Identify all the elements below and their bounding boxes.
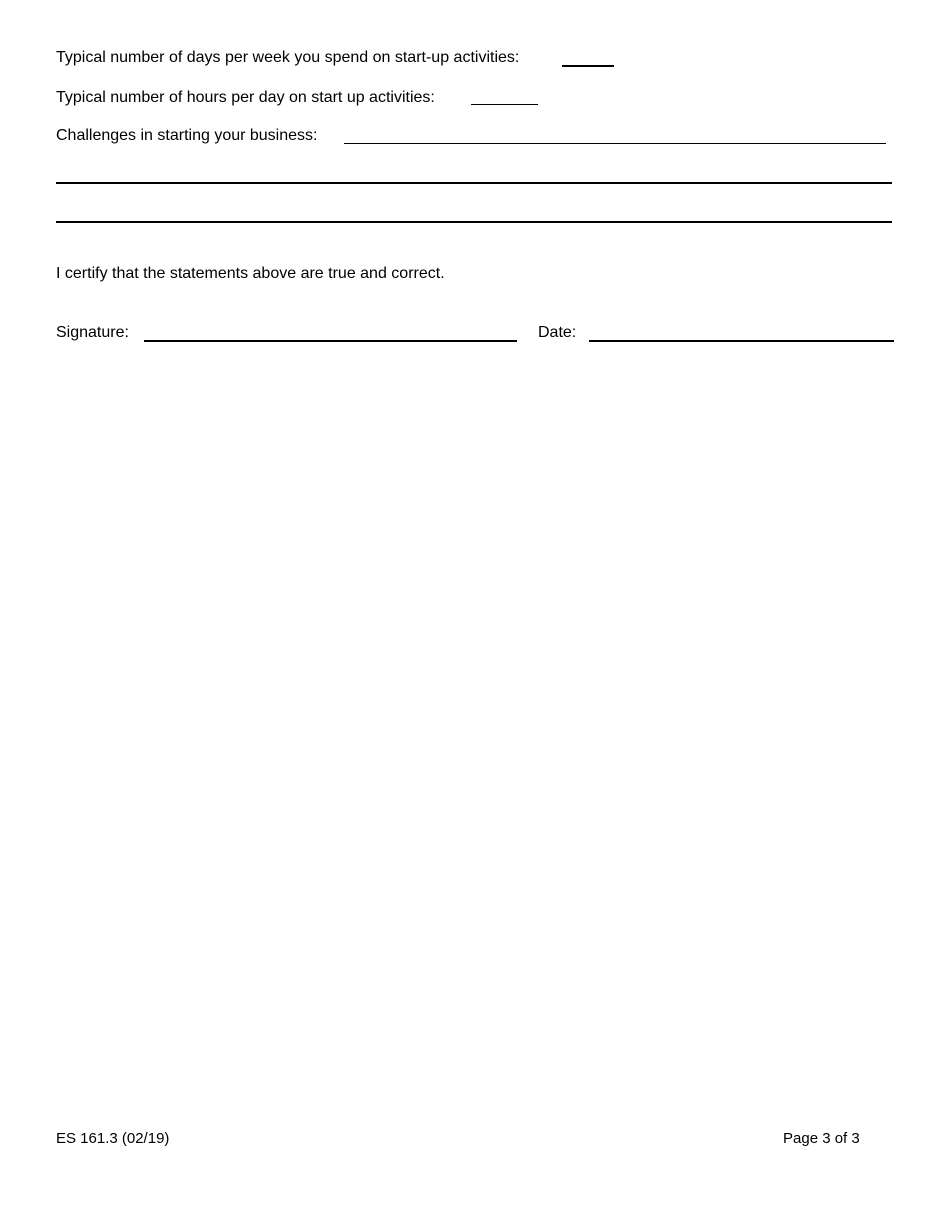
form-id-footer: ES 161.3 (02/19): [56, 1130, 170, 1147]
date-label: Date:: [538, 324, 577, 341]
days-per-week-field[interactable]: [562, 65, 614, 67]
page-number-footer: Page 3 of 3: [783, 1130, 860, 1147]
challenges-field-line-1[interactable]: [344, 143, 886, 144]
hours-per-day-label: Typical number of hours per day on start up activities:: [56, 89, 435, 106]
challenges-field-line-3[interactable]: [56, 221, 892, 223]
challenges-label: Challenges in starting your business:: [56, 127, 318, 144]
challenges-field-line-2[interactable]: [56, 182, 892, 184]
certification-statement: I certify that the statements above are true and correct.: [56, 265, 445, 282]
signature-field[interactable]: [144, 340, 517, 342]
hours-per-day-field[interactable]: [471, 104, 538, 105]
date-field[interactable]: [589, 340, 894, 342]
days-per-week-label: Typical number of days per week you spend on start-up activities:: [56, 49, 520, 66]
signature-label: Signature:: [56, 324, 129, 341]
